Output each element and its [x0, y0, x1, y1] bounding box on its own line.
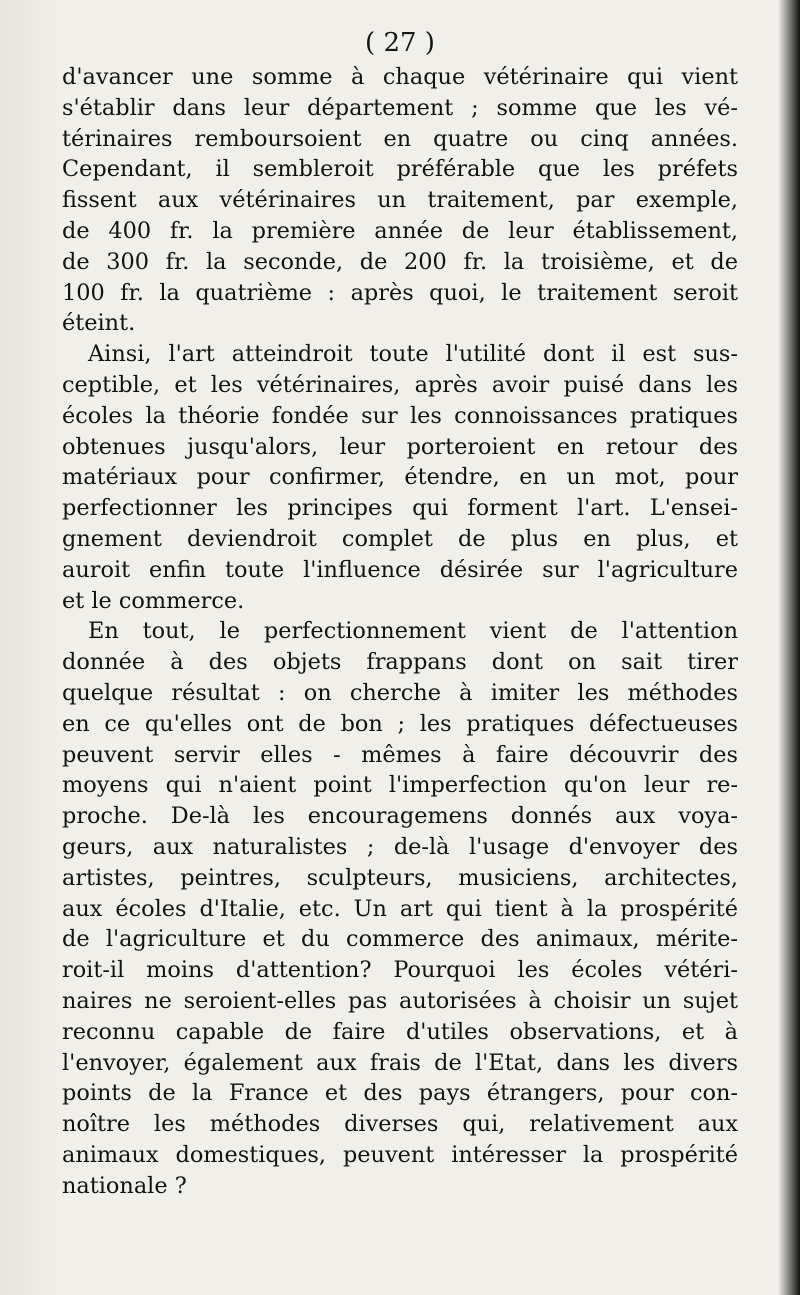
- text-line: en ce qu'elles ont de bon ; les pratiques défectueuses: [62, 710, 738, 737]
- text-line: térinaires remboursoient en quatre ou cinq années.: [62, 125, 738, 152]
- text-line: ceptible, et les vétérinaires, après avoir puisé dans les: [62, 371, 738, 398]
- text-line: l'envoyer, également aux frais de l'Etat, dans les divers: [62, 1049, 738, 1076]
- text-line: donnée à des objets frappans dont on sait tirer: [62, 649, 738, 676]
- text-line: Ainsi, l'art atteindroit toute l'utilité dont il est sus-: [88, 341, 738, 368]
- scan-edge-shadow: [778, 0, 800, 1295]
- text-line: Cependant, il sembleroit préférable que les préfets: [62, 156, 738, 183]
- text-line: points de la France et des pays étrangers, pour con-: [62, 1080, 738, 1107]
- text-line: En tout, le perfectionnement vient de l'attention: [88, 618, 738, 645]
- text-line: peuvent servir elles - mêmes à faire découvrir des: [62, 741, 738, 768]
- text-line: fissent aux vétérinaires un traitement, par exemple,: [62, 187, 738, 214]
- text-line: perfectionner les principes qui forment l'art. L'ensei-: [62, 495, 738, 522]
- text-line: gnement deviendroit complet de plus en plus, et: [62, 525, 738, 552]
- paragraph-p2: [62, 339, 738, 616]
- text-line: s'établir dans leur département ; somme que les vé-: [62, 94, 738, 121]
- torn-margin: [0, 0, 60, 1295]
- text-line: de 400 fr. la première année de leur établissement,: [62, 217, 738, 244]
- text-line: de 300 fr. la seconde, de 200 fr. la troisième, et de: [62, 248, 738, 275]
- text-line: proche. De-là les encouragemens donnés aux voya-: [62, 803, 738, 830]
- text-line: matériaux pour confirmer, étendre, en un mot, pour: [62, 464, 738, 491]
- paragraph-p3: [62, 616, 738, 1201]
- text-line: geurs, aux naturalistes ; de-là l'usage d'envoyer des: [62, 833, 738, 860]
- text-line: noître les méthodes diverses qui, relativement aux: [62, 1111, 738, 1138]
- text-line: nationale ?: [62, 1172, 187, 1199]
- text-line: quelque résultat : on cherche à imiter les méthodes: [62, 679, 738, 706]
- body-text: [62, 62, 738, 1201]
- text-line: reconnu capable de faire d'utiles observations, et à: [62, 1018, 738, 1045]
- text-line: 100 fr. la quatrième : après quoi, le traitement seroit: [62, 279, 738, 306]
- text-line: aux écoles d'Italie, etc. Un art qui tient à la prospérité: [62, 895, 738, 922]
- text-line: et le commerce.: [62, 587, 245, 614]
- text-line: écoles la théorie fondée sur les connoissances pratiques: [62, 402, 738, 429]
- text-line: obtenues jusqu'alors, leur porteroient en retour des: [62, 433, 738, 460]
- page-number: ( 27 ): [365, 28, 435, 58]
- text-line: artistes, peintres, sculpteurs, musiciens, architectes,: [62, 864, 738, 891]
- text-line: de l'agriculture et du commerce des animaux, mérite-: [62, 926, 738, 953]
- text-line: d'avancer une somme à chaque vétérinaire qui vient: [62, 64, 738, 90]
- text-line: éteint.: [62, 310, 136, 337]
- text-line: naires ne seroient-elles pas autorisées à choisir un sujet: [62, 987, 738, 1014]
- text-line: roit-il moins d'attention? Pourquoi les écoles vétéri-: [62, 957, 738, 984]
- text-line: auroit enfin toute l'influence désirée sur l'agriculture: [62, 556, 738, 583]
- text-line: moyens qui n'aient point l'imperfection qu'on leur re-: [62, 772, 738, 799]
- text-line: animaux domestiques, peuvent intéresser la prospérité: [62, 1141, 738, 1168]
- paragraph-p1: [62, 62, 738, 339]
